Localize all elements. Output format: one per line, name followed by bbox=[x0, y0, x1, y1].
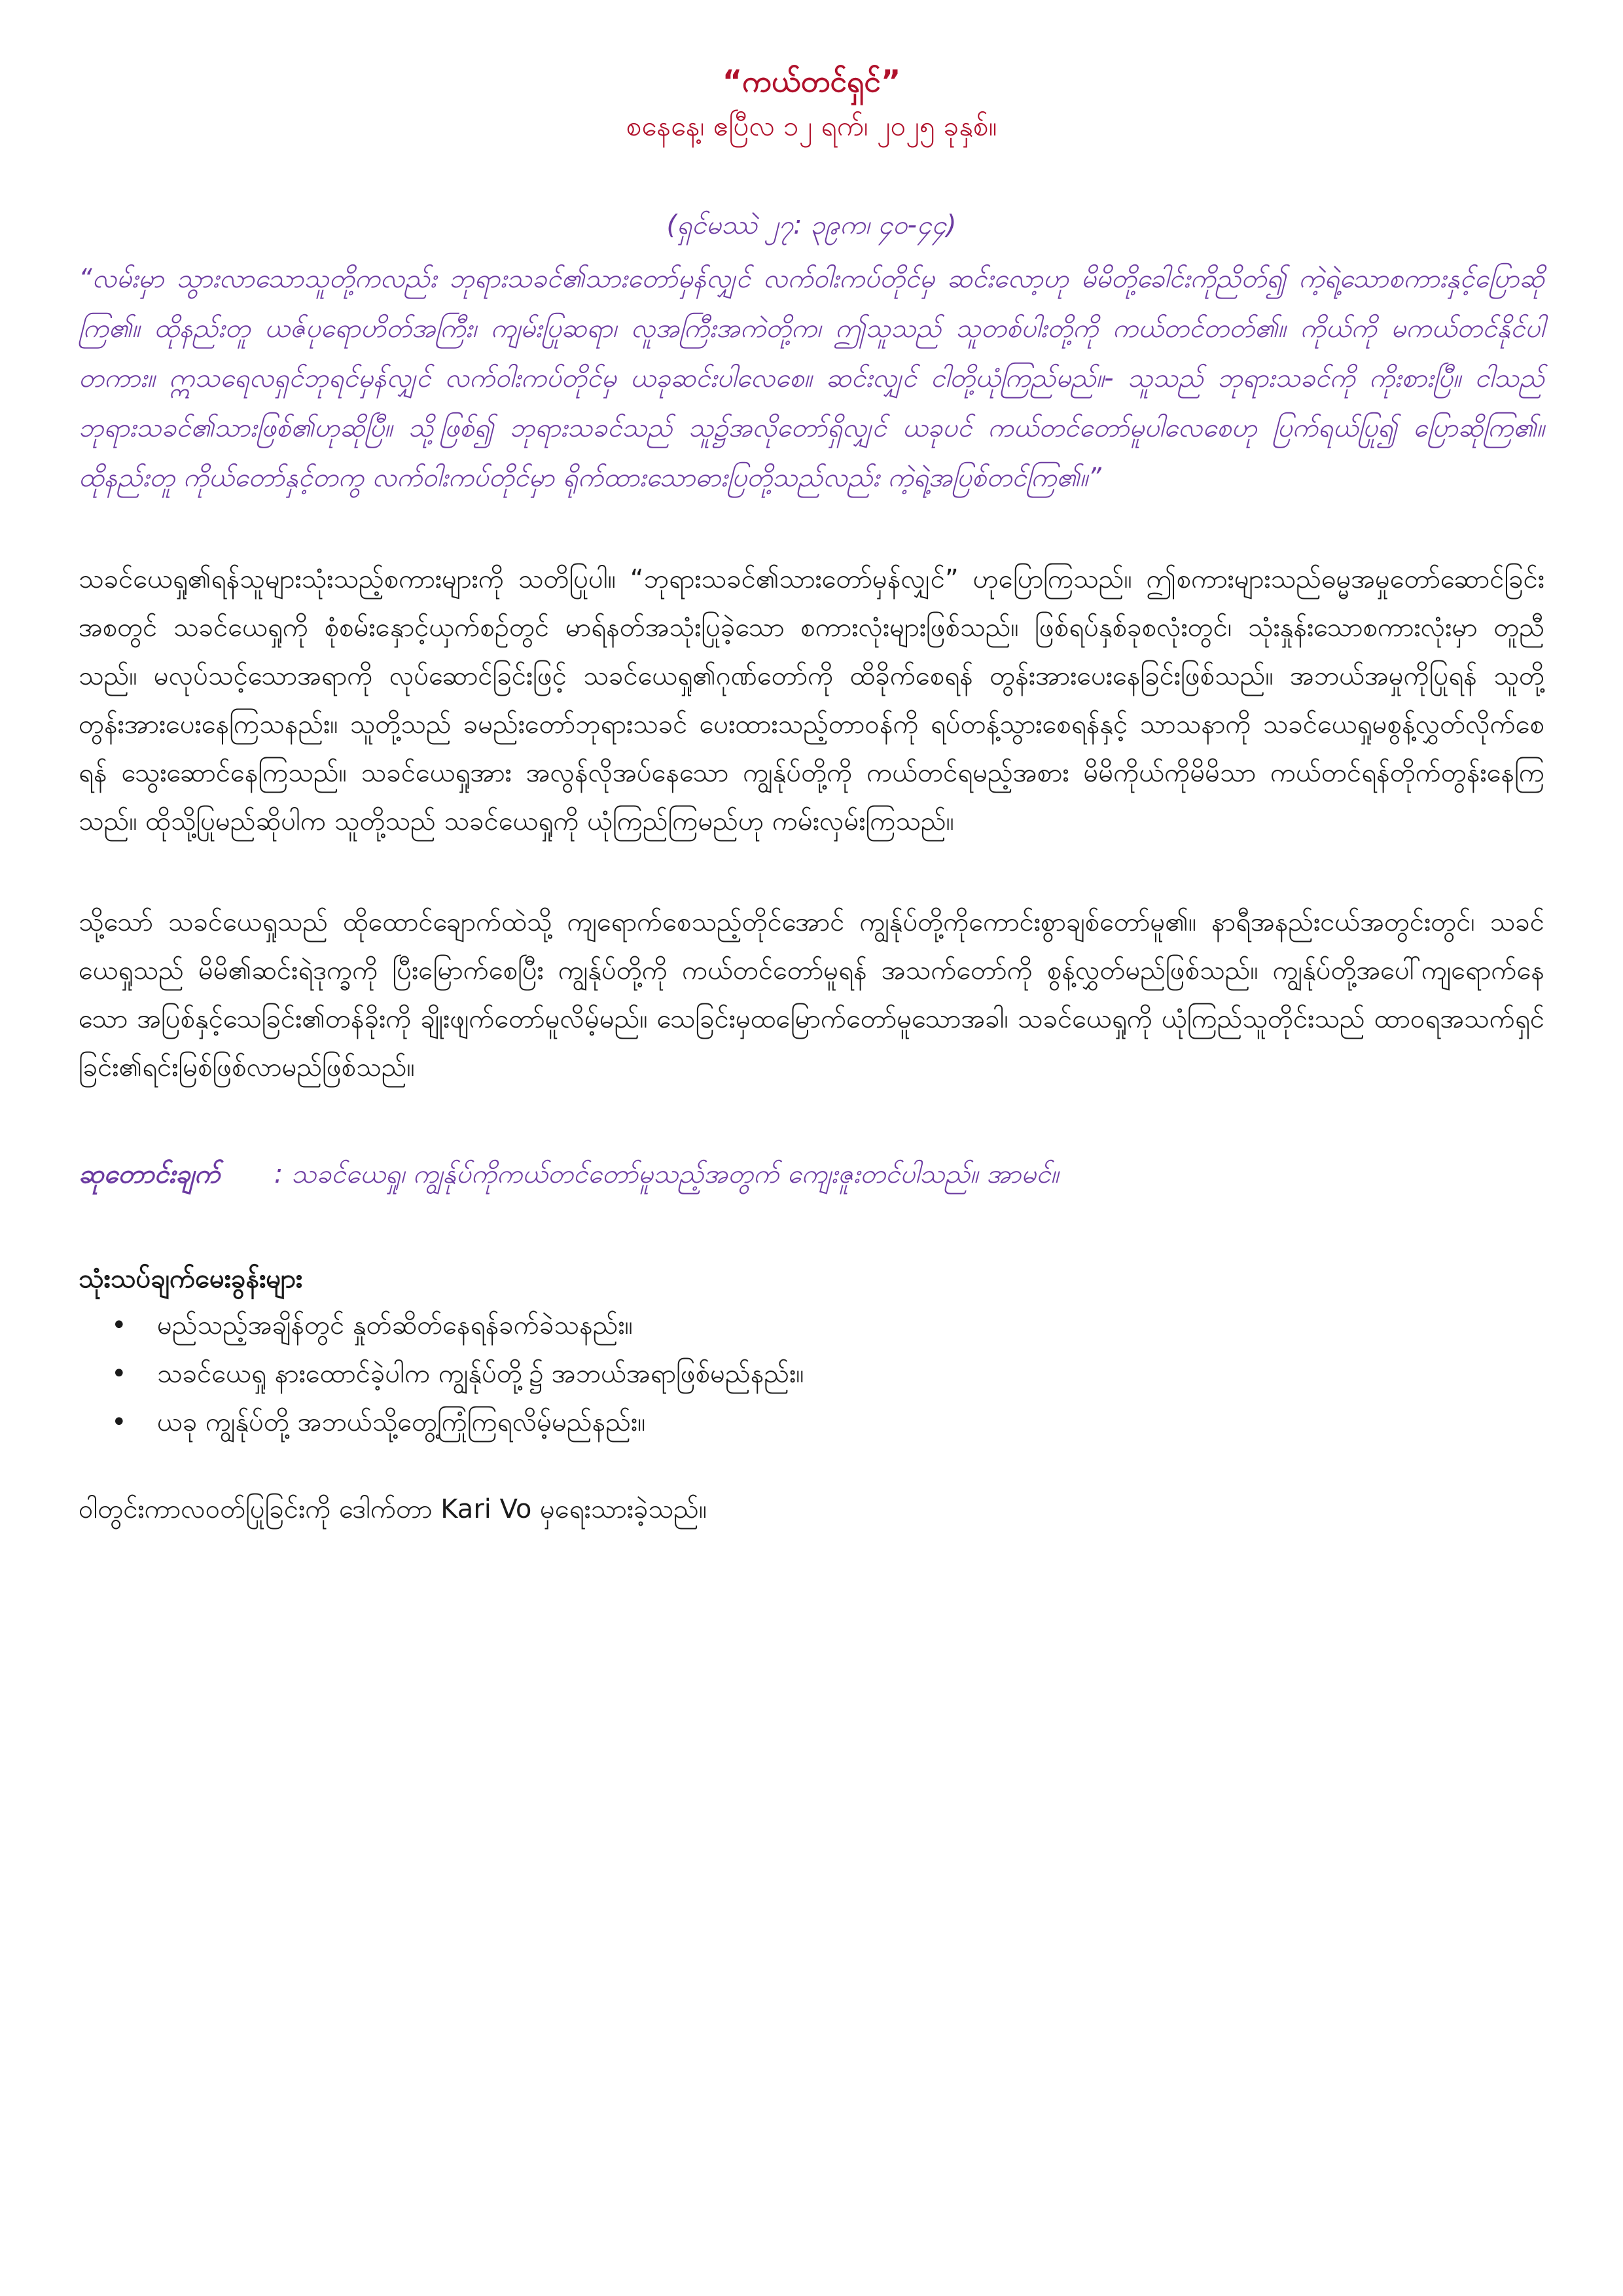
question-text: သခင်ယေရှု နားထောင်ခဲ့ပါက ကျွန်ုပ်တို့၌ အဘယ်အရာဖြစ်မည်နည်း။ bbox=[157, 1359, 804, 1390]
questions-list bbox=[79, 1301, 1544, 1446]
bullet-icon: • bbox=[111, 1310, 127, 1341]
bullet-icon: • bbox=[111, 1359, 127, 1390]
list-item bbox=[111, 1350, 1544, 1398]
prayer-text: : သခင်ယေရှု၊ ကျွန်ုပ်ကိုကယ်တင်တော်မူသည့်အတွက် ကျေးဇူးတင်ပါသည်။ အာမင်။ bbox=[274, 1159, 1059, 1190]
bullet-icon: • bbox=[111, 1407, 127, 1438]
prayer-label: ဆုတောင်းချက် bbox=[79, 1159, 221, 1190]
question-text: မည်သည့်အချိန်တွင် နှုတ်ဆိတ်နေရန်ခက်ခဲသနည်း။ bbox=[157, 1310, 633, 1341]
body-paragraph-1: သခင်ယေရှု၏ရန်သူများသုံးသည့်စကားများကို သတိပြုပါ။ “ဘုရားသခင်၏သားတော်မှန်လျှင်” ဟုပြောကြသည်။ ဤစကားများသည်ဓမ္မအမှုတော်ဆောင်ခြင်းအစတွင် သခင်ယေရှုကို စုံစမ်းနှောင့်ယှက်စဉ်တွင် မာရ်နတ်အသုံးပြုခဲ့သော စကားလုံးများဖြစ်သည်။ ဖြစ်ရပ်နှစ်ခုစလုံးတွင်၊ သုံးနှုန်းသောစကားလုံးမှာ တူညီသည်။ မလုပ်သင့်သောအရာကို လုပ်ဆောင်ခြင်းဖြင့် သခင်ယေရှု၏ဂုဏ်တော်ကို ထိခိုက်စေရန် တွန်းအားပေးနေခြင်းဖြစ်သည်။ အဘယ်အမှုကိုပြုရန် သူတို့တွန်းအားပေးနေကြသနည်း။ သူတို့သည် ခမည်းတော်ဘုရားသခင် ပေးထားသည့်တာဝန်ကို ရပ်တန့်သွားစေရန်နှင့် သာသနာကို သခင်ယေရှုမစွန့်လွှတ်လိုက်စေရန် သွေးဆောင်နေကြသည်။ သခင်ယေရှုအား အလွန်လိုအပ်နေသော ကျွန်ုပ်တို့ကို ကယ်တင်ရမည့်အစား မိမိကိုယ်ကိုမိမိသာ ကယ်တင်ရန်တိုက်တွန်းနေကြသည်။ ထိုသို့ပြုမည်ဆိုပါက သူတို့သည် သခင်ယေရှုကို ယုံကြည်ကြမည်ဟု ကမ်းလှမ်းကြသည်။ bbox=[79, 564, 1544, 837]
prayer bbox=[79, 1151, 1544, 1198]
list-item bbox=[111, 1301, 1544, 1350]
body-paragraph-2: သို့သော် သခင်ယေရှုသည် ထိုထောင်ချောက်ထဲသို့ ကျရောက်စေသည့်တိုင်အောင် ကျွန်ုပ်တို့ကိုကောင်းစွာချစ်တော်မူ၏။ နာရီအနည်းငယ်အတွင်းတွင်၊ သခင်ယေရှုသည် မိမိ၏ဆင်းရဲဒုက္ခကို ပြီးမြောက်စေပြီး ကျွန်ုပ်တို့ကို ကယ်တင်တော်မူရန် အသက်တော်ကို စွန့်လွှတ်မည်ဖြစ်သည်။ ကျွန်ုပ်တို့အပေါ်ကျရောက်နေသော အပြစ်နှင့်သေခြင်း၏တန်ခိုးကို ချိုးဖျက်တော်မူလိမ့်မည်။ သေခြင်းမှထမြောက်တော်မူသောအခါ၊ သခင်ယေရှုကို ယုံကြည်သူတိုင်းသည် ထာဝရအသက်ရှင်ခြင်း၏ရင်းမြစ်ဖြစ်လာမည်ဖြစ်သည်။ bbox=[79, 907, 1544, 1083]
scripture-passage bbox=[79, 200, 1544, 503]
question-text: ယခု ကျွန်ုပ်တို့ အဘယ်သို့တွေ့ကြုံကြရလိမ့်မည်နည်း။ bbox=[157, 1407, 646, 1438]
list-item bbox=[111, 1398, 1544, 1446]
scripture-text: “လမ်းမှာ သွားလာသောသူတို့ကလည်း ဘုရားသခင်၏သားတော်မှန်လျှင် လက်ဝါးကပ်တိုင်မှ ဆင်းလော့ဟု မိမိတို့ခေါင်းကိုညိတ်၍ ကဲ့ရဲ့သောစကားနှင့်ပြောဆိုကြ၏။ ထိုနည်းတူ ယဇ်ပုရောဟိတ်အကြီး၊ ကျမ်းပြုဆရာ၊ လူအကြီးအကဲတို့က၊ ဤသူသည် သူတစ်ပါးတို့ကို ကယ်တင်တတ်၏။ ကိုယ်ကို မကယ်တင်နိုင်ပါတကား။ ဣသရေလရှင်ဘုရင်မှန်လျှင် လက်ဝါးကပ်တိုင်မှ ယခုဆင်းပါလေစေ။ ဆင်းလျှင် ငါတို့ယုံကြည်မည်။- သူသည် ဘုရားသခင်ကို ကိုးစားပြီ။ ငါသည် ဘုရားသခင်၏သားဖြစ်၏ဟုဆိုပြီ။ သို့ဖြစ်၍ ဘုရားသခင်သည် သူ၌အလိုတော်ရှိလျှင် ယခုပင် ကယ်တင်တော်မူပါလေစေဟု ပြက်ရယ်ပြု၍ ပြောဆိုကြ၏။ ထိုနည်းတူ ကိုယ်တော်နှင့်တကွ လက်ဝါးကပ်တိုင်မှာ ရိုက်ထားသောဓားပြတို့သည်လည်း ကဲ့ရဲ့အပြစ်တင်ကြ၏။” bbox=[79, 264, 1544, 493]
page-date: စနေနေ့၊ ဧပြီလ ၁၂ ရက်၊ ၂၀၂၅ ခုနှစ်။ bbox=[626, 110, 997, 142]
page-title: “ကယ်တင်ရှင်” bbox=[722, 63, 901, 99]
scripture-reference: (ရှင်မဿဲ ၂၇: ၃၉က၊ ၄၀-၄၄) bbox=[666, 210, 957, 241]
author-credit: ဝါတွင်းကာလဝတ်ပြုခြင်းကို ဒေါက်တာ Kari Vo မှရေးသားခဲ့သည်။ bbox=[79, 1494, 707, 1525]
questions-heading: သုံးသပ်ချက်မေးခွန်းများ bbox=[79, 1264, 303, 1295]
